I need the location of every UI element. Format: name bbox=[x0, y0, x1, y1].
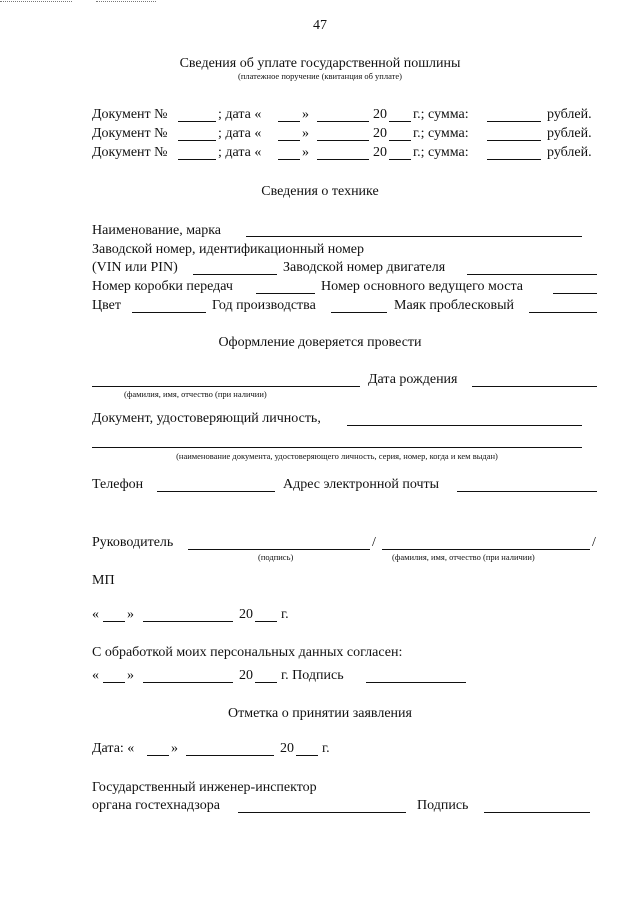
fee-month-field[interactable] bbox=[317, 140, 369, 141]
slash: / bbox=[592, 535, 596, 550]
fee-date-close: » bbox=[302, 145, 309, 160]
id-document-label: Документ, удостоверяющий личность, bbox=[92, 411, 321, 426]
fee-date-label: ; дата « bbox=[218, 107, 262, 122]
head-label: Руководитель bbox=[92, 535, 174, 550]
fee-month-field[interactable] bbox=[317, 121, 369, 122]
fee-doc-number-field[interactable] bbox=[178, 159, 216, 160]
scan-edge-mark bbox=[0, 1, 72, 2]
fee-day-field[interactable] bbox=[278, 140, 300, 141]
scan-edge-mark bbox=[96, 1, 156, 2]
email-field[interactable] bbox=[457, 491, 597, 492]
gearbox-number-field[interactable] bbox=[256, 293, 315, 294]
id-document-field[interactable] bbox=[347, 425, 582, 426]
fee-sum-field[interactable] bbox=[487, 159, 541, 160]
accept-year-g: г. bbox=[322, 741, 330, 756]
sign-year-g: г. bbox=[281, 607, 289, 622]
stamp-label: МП bbox=[92, 573, 115, 588]
slash: / bbox=[372, 535, 376, 550]
head-signature-field[interactable] bbox=[188, 549, 370, 550]
phone-field[interactable] bbox=[157, 491, 275, 492]
inspector-label-line2: органа гостехнадзора bbox=[92, 798, 220, 813]
date-close-quote: » bbox=[127, 668, 134, 683]
trust-title: Оформление доверяется провести bbox=[218, 335, 422, 350]
fee-doc-label: Документ № bbox=[92, 126, 168, 141]
color-field[interactable] bbox=[132, 312, 206, 313]
tech-title: Сведения о технике bbox=[261, 184, 379, 199]
fee-day-field[interactable] bbox=[278, 121, 300, 122]
fee-currency: рублей. bbox=[547, 145, 592, 160]
email-label: Адрес электронной почты bbox=[283, 477, 440, 492]
consent-sign-label: г. Подпись bbox=[281, 668, 344, 683]
consent-day-field[interactable] bbox=[103, 682, 125, 683]
inspector-fio-field[interactable] bbox=[238, 812, 406, 813]
consent-year-label: 20 bbox=[239, 668, 253, 683]
fee-sum-label: г.; сумма: bbox=[413, 145, 469, 160]
vin-pin-label: (VIN или PIN) bbox=[92, 260, 178, 275]
fee-subtitle: (платежное поручение (квитанция об уплате) bbox=[238, 71, 402, 81]
fee-year-field[interactable] bbox=[389, 140, 411, 141]
head-fio-hint: (фамилия, имя, отчество (при наличии) bbox=[392, 552, 535, 562]
inspector-signature-label: Подпись bbox=[417, 798, 469, 813]
fee-month-field[interactable] bbox=[317, 159, 369, 160]
fee-sum-label: г.; сумма: bbox=[413, 107, 469, 122]
engine-number-field[interactable] bbox=[467, 274, 597, 275]
fee-year-field[interactable] bbox=[389, 159, 411, 160]
fee-date-label: ; дата « bbox=[218, 126, 262, 141]
name-brand-label: Наименование, марка bbox=[92, 223, 222, 238]
consent-month-field[interactable] bbox=[143, 682, 233, 683]
accept-month-field[interactable] bbox=[186, 755, 274, 756]
fee-sum-field[interactable] bbox=[487, 121, 541, 122]
fee-doc-number-field[interactable] bbox=[178, 140, 216, 141]
accept-day-field[interactable] bbox=[147, 755, 169, 756]
fee-date-label: ; дата « bbox=[218, 145, 262, 160]
trustee-fio-field[interactable] bbox=[92, 386, 360, 387]
sign-month-field[interactable] bbox=[143, 621, 233, 622]
sign-year-label: 20 bbox=[239, 607, 253, 622]
inspector-label-line1: Государственный инженер-инспектор bbox=[92, 780, 317, 795]
fee-doc-label: Документ № bbox=[92, 145, 168, 160]
birth-date-label: Дата рождения bbox=[368, 372, 458, 387]
inspector-signature-field[interactable] bbox=[484, 812, 590, 813]
fee-year-label: 20 bbox=[373, 126, 387, 141]
gearbox-number-label: Номер коробки передач bbox=[92, 279, 233, 294]
vin-pin-field[interactable] bbox=[193, 274, 277, 275]
fee-title: Сведения об уплате государственной пошлины bbox=[179, 56, 461, 71]
id-document-hint: (наименование документа, удостоверяющего личность, серия, номер, когда и кем выдан) bbox=[176, 451, 498, 461]
beacon-label: Маяк проблесковый bbox=[394, 298, 515, 313]
accept-year-label: 20 bbox=[280, 741, 294, 756]
fee-currency: рублей. bbox=[547, 107, 592, 122]
fee-doc-number-field[interactable] bbox=[178, 121, 216, 122]
beacon-field[interactable] bbox=[529, 312, 597, 313]
fee-sum-field[interactable] bbox=[487, 140, 541, 141]
fee-day-field[interactable] bbox=[278, 159, 300, 160]
fee-sum-label: г.; сумма: bbox=[413, 126, 469, 141]
engine-number-label: Заводской номер двигателя bbox=[283, 260, 446, 275]
fee-currency: рублей. bbox=[547, 126, 592, 141]
fee-year-label: 20 bbox=[373, 145, 387, 160]
consent-text: С обработкой моих персональных данных согласен: bbox=[92, 645, 403, 660]
fee-year-label: 20 bbox=[373, 107, 387, 122]
head-fio-field[interactable] bbox=[382, 549, 590, 550]
production-year-label: Год производства bbox=[212, 298, 316, 313]
date-close-quote: » bbox=[171, 741, 178, 756]
acceptance-title: Отметка о принятии заявления bbox=[228, 706, 412, 721]
signature-hint: (подпись) bbox=[258, 552, 294, 562]
birth-date-field[interactable] bbox=[472, 386, 597, 387]
production-year-field[interactable] bbox=[331, 312, 387, 313]
accept-date-label: Дата: « bbox=[92, 741, 135, 756]
sign-day-field[interactable] bbox=[103, 621, 125, 622]
date-open-quote: « bbox=[92, 668, 99, 683]
sign-year-field[interactable] bbox=[255, 621, 277, 622]
date-close-quote: » bbox=[127, 607, 134, 622]
color-label: Цвет bbox=[92, 298, 121, 313]
fee-doc-label: Документ № bbox=[92, 107, 168, 122]
fee-date-close: » bbox=[302, 126, 309, 141]
name-brand-field[interactable] bbox=[246, 236, 582, 237]
page-number: 47 bbox=[313, 18, 327, 33]
axle-number-field[interactable] bbox=[553, 293, 597, 294]
consent-year-field[interactable] bbox=[255, 682, 277, 683]
accept-year-field[interactable] bbox=[296, 755, 318, 756]
phone-label: Телефон bbox=[92, 477, 144, 492]
factory-id-label: Заводской номер, идентификационный номер bbox=[92, 242, 365, 257]
axle-number-label: Номер основного ведущего моста bbox=[321, 279, 523, 294]
id-document-field-2[interactable] bbox=[92, 447, 582, 448]
fee-date-close: » bbox=[302, 107, 309, 122]
trustee-fio-hint: (фамилия, имя, отчество (при наличии) bbox=[124, 389, 267, 399]
fee-year-field[interactable] bbox=[389, 121, 411, 122]
date-open-quote: « bbox=[92, 607, 99, 622]
consent-signature-field[interactable] bbox=[366, 682, 466, 683]
